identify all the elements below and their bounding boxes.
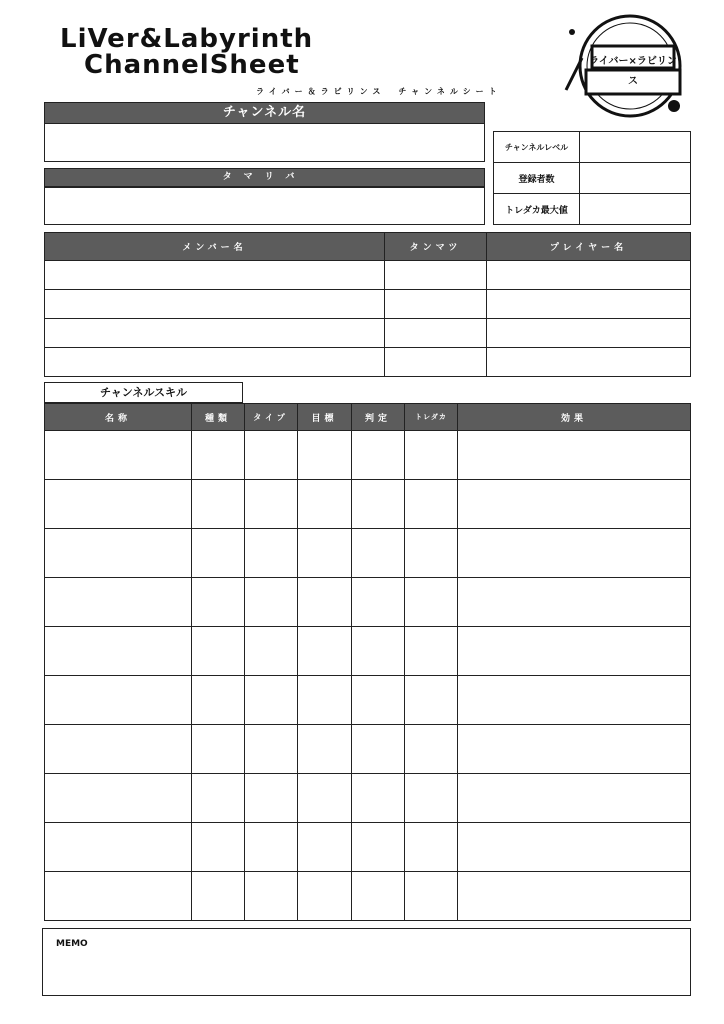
member-row xyxy=(45,348,691,377)
skill-type-cell[interactable] xyxy=(245,725,298,774)
skill-kind-cell[interactable] xyxy=(192,480,245,529)
skill-name-cell[interactable] xyxy=(45,725,192,774)
skill-name-cell[interactable] xyxy=(45,823,192,872)
skill-type-cell[interactable] xyxy=(245,872,298,921)
skill-check-cell[interactable] xyxy=(352,872,405,921)
stat-value-max-toredaka[interactable] xyxy=(580,194,691,225)
skill-kind-cell[interactable] xyxy=(192,529,245,578)
skill-name-cell[interactable] xyxy=(45,676,192,725)
skill-target-cell[interactable] xyxy=(298,480,352,529)
skill-check-cell[interactable] xyxy=(352,431,405,480)
terminal-cell[interactable] xyxy=(385,348,487,377)
player-name-cell[interactable] xyxy=(487,261,691,290)
member-name-cell[interactable] xyxy=(45,319,385,348)
skill-name-header: 名称 xyxy=(45,404,192,431)
terminal-header: タンマツ xyxy=(385,233,487,261)
skill-check-cell[interactable] xyxy=(352,578,405,627)
skill-type-cell[interactable] xyxy=(245,480,298,529)
skill-target-cell[interactable] xyxy=(298,529,352,578)
skill-effect-cell[interactable] xyxy=(458,676,691,725)
logo-text: ライバー×ラビリンス xyxy=(589,56,677,87)
skill-effect-cell[interactable] xyxy=(458,872,691,921)
skill-type-cell[interactable] xyxy=(245,431,298,480)
sheet-title-line1: LiVer&Labyrinth xyxy=(60,24,314,54)
skill-effect-header: 効果 xyxy=(458,404,691,431)
skill-target-cell[interactable] xyxy=(298,725,352,774)
player-name-header: プレイヤー名 xyxy=(487,233,691,261)
terminal-cell[interactable] xyxy=(385,319,487,348)
skill-check-header: 判定 xyxy=(352,404,405,431)
skill-effect-cell[interactable] xyxy=(458,627,691,676)
skill-kind-cell[interactable] xyxy=(192,578,245,627)
skill-kind-cell[interactable] xyxy=(192,627,245,676)
skill-target-cell[interactable] xyxy=(298,774,352,823)
skill-toredaka-cell[interactable] xyxy=(405,578,458,627)
skill-kind-cell[interactable] xyxy=(192,774,245,823)
skill-row xyxy=(45,627,691,676)
memo-label: MEMO xyxy=(56,939,88,949)
skill-check-cell[interactable] xyxy=(352,627,405,676)
skill-name-cell[interactable] xyxy=(45,578,192,627)
member-row xyxy=(45,319,691,348)
skill-row xyxy=(45,725,691,774)
skill-kind-cell[interactable] xyxy=(192,823,245,872)
skill-type-cell[interactable] xyxy=(245,529,298,578)
player-name-cell[interactable] xyxy=(487,319,691,348)
skill-type-cell[interactable] xyxy=(245,823,298,872)
skill-type-cell[interactable] xyxy=(245,774,298,823)
channel-name-field[interactable] xyxy=(44,123,485,162)
stat-value-subscribers[interactable] xyxy=(580,163,691,194)
skill-kind-cell[interactable] xyxy=(192,676,245,725)
skill-effect-cell[interactable] xyxy=(458,823,691,872)
skill-kind-cell[interactable] xyxy=(192,431,245,480)
sheet-title-line2: ChannelSheet xyxy=(84,50,300,80)
skill-row xyxy=(45,431,691,480)
skill-row xyxy=(45,774,691,823)
skill-type-cell[interactable] xyxy=(245,627,298,676)
channel-name-header: チャンネル名 xyxy=(44,102,485,124)
skill-kind-cell[interactable] xyxy=(192,872,245,921)
memo-box[interactable] xyxy=(42,928,691,996)
channel-skills-table xyxy=(44,403,691,921)
skill-effect-cell[interactable] xyxy=(458,725,691,774)
stat-label-level: チャンネルレベル xyxy=(494,132,580,163)
skill-check-cell[interactable] xyxy=(352,774,405,823)
skill-kind-cell[interactable] xyxy=(192,725,245,774)
member-row xyxy=(45,261,691,290)
member-name-cell[interactable] xyxy=(45,348,385,377)
skill-target-cell[interactable] xyxy=(298,676,352,725)
stat-label-max-toredaka: トレダカ最大値 xyxy=(494,194,580,225)
skill-target-header: 目標 xyxy=(298,404,352,431)
skill-row xyxy=(45,578,691,627)
skill-row xyxy=(45,529,691,578)
skill-row xyxy=(45,872,691,921)
skill-check-cell[interactable] xyxy=(352,480,405,529)
hangout-field[interactable] xyxy=(44,187,485,225)
terminal-cell[interactable] xyxy=(385,290,487,319)
skill-name-cell[interactable] xyxy=(45,480,192,529)
skill-toredaka-cell[interactable] xyxy=(405,627,458,676)
skill-toredaka-cell[interactable] xyxy=(405,529,458,578)
game-logo xyxy=(552,12,692,120)
skill-toredaka-cell[interactable] xyxy=(405,774,458,823)
skill-effect-cell[interactable] xyxy=(458,431,691,480)
skill-name-cell[interactable] xyxy=(45,431,192,480)
skill-effect-cell[interactable] xyxy=(458,480,691,529)
skill-type-cell[interactable] xyxy=(245,676,298,725)
skill-target-cell[interactable] xyxy=(298,872,352,921)
skill-name-cell[interactable] xyxy=(45,774,192,823)
skill-target-cell[interactable] xyxy=(298,823,352,872)
skill-toredaka-cell[interactable] xyxy=(405,431,458,480)
member-name-cell[interactable] xyxy=(45,290,385,319)
skill-toredaka-cell[interactable] xyxy=(405,872,458,921)
skill-toredaka-cell[interactable] xyxy=(405,823,458,872)
skill-toredaka-cell[interactable] xyxy=(405,725,458,774)
skill-type-cell[interactable] xyxy=(245,578,298,627)
skill-effect-cell[interactable] xyxy=(458,774,691,823)
skill-check-cell[interactable] xyxy=(352,725,405,774)
skill-row xyxy=(45,676,691,725)
skill-check-cell[interactable] xyxy=(352,529,405,578)
player-name-cell[interactable] xyxy=(487,290,691,319)
stat-label-subscribers: 登録者数 xyxy=(494,163,580,194)
player-name-cell[interactable] xyxy=(487,348,691,377)
skill-row xyxy=(45,480,691,529)
skill-target-cell[interactable] xyxy=(298,627,352,676)
sheet-subtitle: ライバー＆ラビリンス チャンネルシート xyxy=(256,87,502,96)
member-name-header: メンバー名 xyxy=(45,233,385,261)
member-name-cell[interactable] xyxy=(45,261,385,290)
skill-target-cell[interactable] xyxy=(298,431,352,480)
members-table xyxy=(44,232,691,377)
member-row xyxy=(45,290,691,319)
channel-stats-table xyxy=(493,131,691,225)
skill-kind-header: 種類 xyxy=(192,404,245,431)
skill-type-header: タイプ xyxy=(245,404,298,431)
terminal-cell[interactable] xyxy=(385,261,487,290)
skill-name-cell[interactable] xyxy=(45,627,192,676)
skill-row xyxy=(45,823,691,872)
skill-toredaka-header: トレダカ xyxy=(405,404,458,431)
skill-target-cell[interactable] xyxy=(298,578,352,627)
hangout-header: タマリバ xyxy=(44,168,485,187)
skill-toredaka-cell[interactable] xyxy=(405,676,458,725)
skill-toredaka-cell[interactable] xyxy=(405,480,458,529)
skill-effect-cell[interactable] xyxy=(458,529,691,578)
channel-skill-section-label: チャンネルスキル xyxy=(44,382,243,403)
skill-check-cell[interactable] xyxy=(352,676,405,725)
skill-check-cell[interactable] xyxy=(352,823,405,872)
skill-name-cell[interactable] xyxy=(45,872,192,921)
stat-value-level[interactable] xyxy=(580,132,691,163)
skill-effect-cell[interactable] xyxy=(458,578,691,627)
skill-name-cell[interactable] xyxy=(45,529,192,578)
